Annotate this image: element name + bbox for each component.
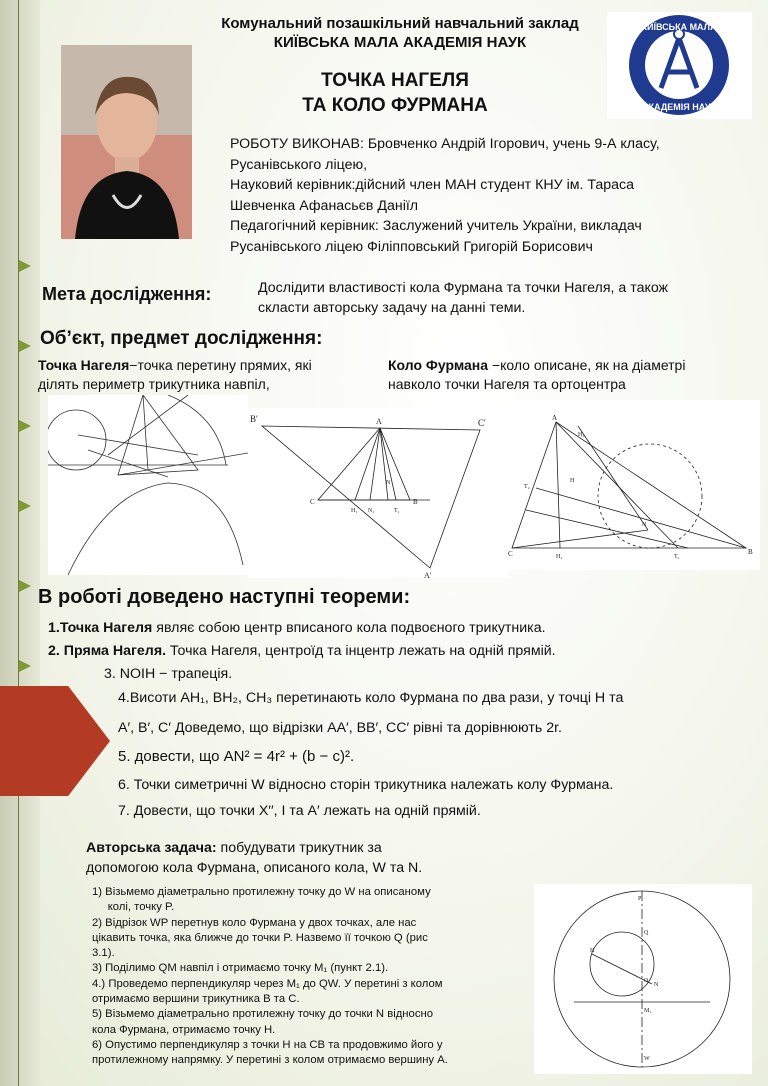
decor-arrow (19, 420, 31, 432)
fuhrmann-circle-definition (388, 356, 748, 394)
authors-line: Науковий керівник:дійсний член МАН студент КНУ ім. Тараса (230, 177, 635, 193)
svg-text:АКАДЕМІЯ НАУК: АКАДЕМІЯ НАУК (642, 102, 716, 112)
authors-block (230, 134, 750, 257)
figure-excircles (48, 395, 248, 575)
author-photo (61, 45, 192, 239)
fig3-label: N (642, 522, 647, 528)
goal-text (258, 278, 738, 318)
theorem-4-line1: 4.Висоти AH₁, BH₂, CH₃ перетинають коло Фурмана по два рази, у точці H та (118, 690, 624, 706)
left-decor-bar (0, 0, 40, 1086)
fig2-label: C (310, 498, 315, 506)
fig3-label: T₂ (524, 484, 530, 490)
figure-construction (534, 884, 752, 1074)
fig4-label: H (590, 948, 595, 954)
nagel-point-definition (38, 356, 378, 394)
figure-triangle-midlines (248, 408, 508, 578)
step-line: 1) Візьмемо діаметрально протилежну точку до W на описаному (92, 886, 431, 898)
decor-arrow (19, 580, 31, 592)
fig4-label: P (638, 896, 642, 902)
goal-line: скласти авторську задачу на данні теми. (258, 300, 526, 316)
fig4-label: W (644, 1056, 650, 1062)
step-line: 2) Відрізок WP перетнув коло Фурмана у двох точках, але нас (92, 916, 417, 929)
fig4-label: Q (644, 930, 649, 936)
task-text: побудувати трикутник за (216, 840, 382, 856)
definition-text: навколо точки Нагеля та ортоцентра (388, 376, 626, 392)
term-nagel-point: Точка Нагеля (38, 357, 130, 373)
construction-steps (92, 885, 512, 1069)
step-line: протилежному напрямку. У перетині з колом отримаємо вершину A. (92, 1054, 448, 1067)
definition-text: −коло описане, як на діаметрі (488, 357, 686, 373)
fig2-label: A′ (424, 571, 432, 578)
step-line: колі, точку P. (92, 901, 175, 914)
authors-line: РОБОТУ ВИКОНАВ: Бровченко Андрій Ігорович, учень 9-А класу, (230, 136, 660, 152)
fig2-label: B′ (250, 414, 258, 424)
authors-line: Русанівського ліцею Філіпповський Григорій Борисович (230, 238, 593, 255)
poster-title (230, 68, 560, 118)
step-line: 6) Опустимо перпендикуляр з точки H на CB та продовжимо його у (92, 1038, 443, 1051)
fig2-label: C′ (478, 418, 486, 428)
fig3-label: H₂ (578, 432, 585, 438)
org-line: КИЇВСЬКА МАЛА АКАДЕМІЯ НАУК (273, 34, 527, 51)
decor-stem (18, 0, 19, 1086)
title-line: ТОЧКА НАГЕЛЯ (321, 70, 469, 91)
task-text: допомогою кола Фурмана, описаного кола, W та N. (86, 860, 423, 876)
task-label: Авторська задача: (86, 840, 217, 856)
fig3-label: T₁ (674, 554, 680, 560)
goal-line: Дослідити властивості кола Фурмана та точки Нагеля, а також (258, 280, 669, 296)
goal-heading: Мета дослідження: (42, 284, 212, 304)
title-line: ТА КОЛО ФУРМАНА (302, 95, 488, 116)
organization-name (200, 14, 600, 52)
fig3-label: A (552, 414, 558, 422)
theorem-title: 2. Пряма Нагеля. (48, 643, 167, 659)
academy-logo (607, 12, 752, 119)
decor-arrow (19, 260, 31, 272)
theorem-6: 6. Точки симетричні W відносно сторін трикутника належать колу Фурмана. (118, 777, 614, 793)
author-task (86, 838, 486, 878)
fig3-label: H₁ (556, 554, 563, 560)
svg-text:КИЇВСЬКА МАЛА: КИЇВСЬКА МАЛА (641, 22, 717, 32)
authors-line: Шевченка Афанасьєв Даніїл (230, 197, 419, 214)
red-tab-decor (0, 686, 110, 796)
fig3-label: C (508, 550, 513, 558)
fig3-label: H (570, 478, 575, 484)
fig2-label: N (386, 480, 391, 486)
fig4-label: N (654, 982, 659, 988)
fig2-label: A (376, 417, 382, 426)
decor-arrow (19, 660, 31, 672)
step-line: цікавить точка, яка ближче до точки P. Назвемо її точкою Q (рис (92, 931, 428, 944)
theorem-3: 3. NOIH − трапеція. (104, 666, 233, 682)
theorems-heading: В роботі доведено наступні теореми: (38, 586, 411, 608)
theorem-text: являє собою центр вписаного кола подвоєного трикутника. (152, 620, 546, 636)
theorem-4-line2: A′, B′, C′ Доведемо, що відрізки AA′, BB′, CC′ рівні та дорівнюють 2r. (118, 720, 562, 736)
fig4-label: O (644, 978, 649, 984)
fig3-label: B (748, 548, 753, 556)
org-line: Комунальний позашкільний навчальний заклад (221, 15, 579, 32)
definition-text: ділять периметр трикутника навпіл, (38, 376, 270, 392)
definition-text: −точка перетину прямих, які (129, 357, 312, 373)
fig4-label: M₁ (644, 1008, 652, 1014)
figure-fuhrmann-circle (508, 400, 760, 570)
step-line: 5) Візьмемо діаметрально протилежну точку до точки N відносно (92, 1008, 434, 1021)
step-line: 3) Поділимо QM навпіл і отримаємо точку M₁ (пункт 2.1). (92, 962, 389, 975)
authors-line: Педагогічний керівник: Заслужений учитель України, викладач (230, 218, 642, 234)
fig2-label: B (413, 498, 418, 506)
term-fuhrmann-circle: Коло Фурмана (388, 357, 489, 373)
authors-line: Русанівського ліцею, (230, 156, 368, 173)
step-line: 3.1). (92, 947, 115, 960)
fig2-label: N₁ (368, 508, 375, 514)
decor-arrow (19, 500, 31, 512)
step-line: кола Фурмана, отримаємо точку H. (92, 1023, 276, 1036)
theorem-text: Точка Нагеля, центроїд та інцентр лежать на одній прямій. (166, 643, 556, 659)
fig2-label: T₁ (394, 508, 400, 514)
step-line: 4.) Проведемо перпендикуляр через M₁ до QW. У перетині з колом (92, 977, 443, 990)
theorem-1 (48, 620, 546, 636)
decor-arrow (19, 340, 31, 352)
theorem-5: 5. довести, що AN² = 4r² + (b − c)². (118, 748, 355, 765)
object-heading: Об’єкт, предмет дослідження: (40, 328, 323, 349)
theorem-7: 7. Довести, що точки X′′, I та A′ лежать на одній прямій. (118, 803, 481, 819)
theorem-2 (48, 643, 556, 659)
fig2-label: H₁ (351, 508, 358, 514)
theorem-title: 1.Точка Нагеля (48, 620, 153, 636)
step-line: отримаємо вершини трикутника B та C. (92, 993, 300, 1006)
